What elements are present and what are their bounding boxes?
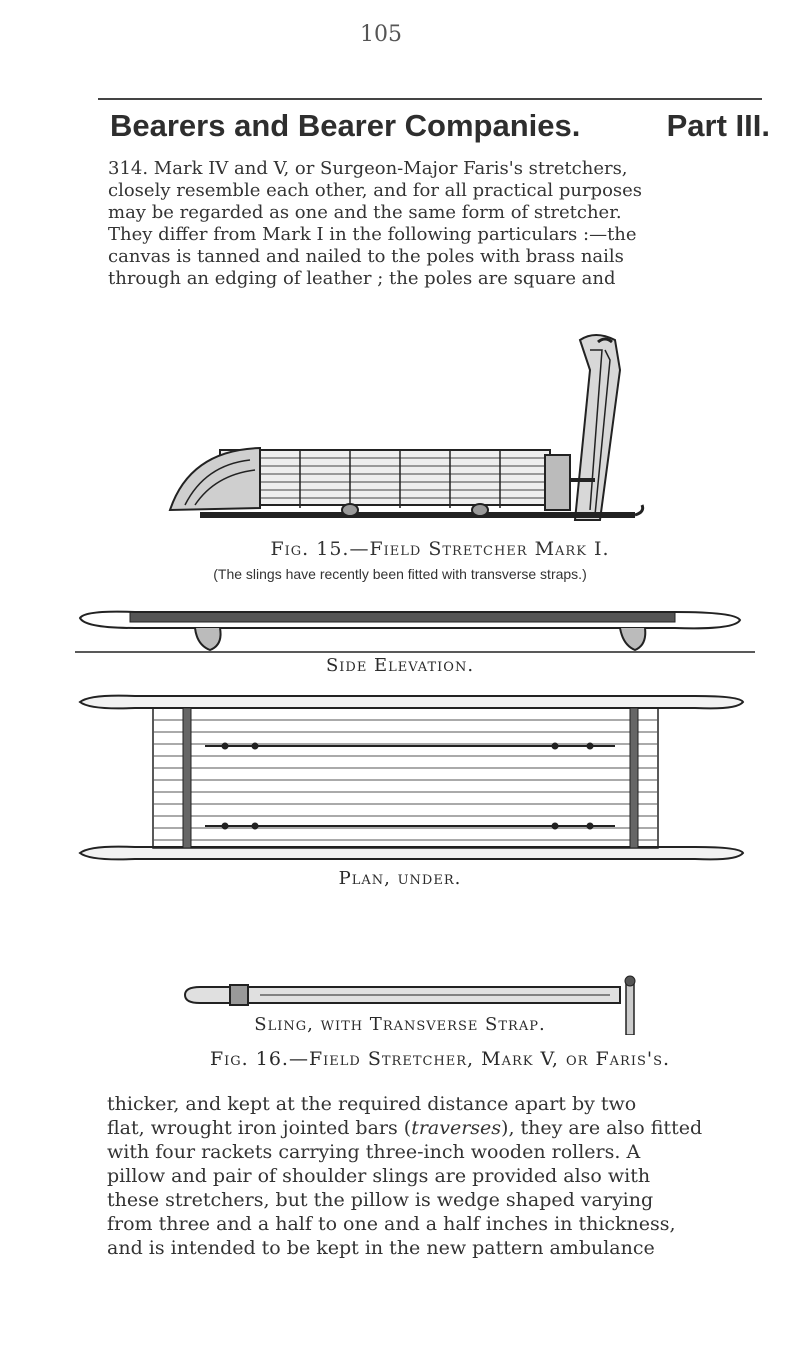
side-elevation-label: Side Elevation.	[325, 655, 475, 676]
text-line: closely resemble each other, and for all practical purposes	[108, 180, 643, 201]
text-line: from three and a half to one and a half inches in thickness,	[107, 1213, 676, 1235]
paragraph-continued	[107, 1092, 757, 1260]
text-line	[107, 1116, 757, 1140]
running-head-title: Bearers and Bearer Companies.	[110, 108, 581, 143]
text-line: through an edging of leather ; the poles are square and	[108, 268, 616, 289]
text-span: ), they are also fitted	[501, 1117, 703, 1139]
page-number: 105	[360, 22, 402, 47]
text-line: with four rackets carrying three-inch wooden rollers. A	[107, 1141, 641, 1163]
text-line: 314. Mark IV and V, or Surgeon-Major Faris's stretchers,	[108, 158, 628, 179]
text-line: thicker, and kept at the required distance apart by two	[107, 1093, 637, 1115]
fig15-stretcher-illustration	[150, 330, 650, 530]
figure-16-caption: Fig. 16.—Field Stretcher, Mark V, or Faris's.	[209, 1048, 671, 1070]
fig16-side-elevation	[75, 600, 755, 660]
text-line: may be regarded as one and the same form of stretcher.	[108, 202, 622, 223]
text-line: these stretchers, but the pillow is wedge shaped varying	[107, 1189, 654, 1211]
text-line: They differ from Mark I in the following particulars :—the	[108, 224, 637, 245]
figure-15-caption: Fig. 15.—Field Stretcher Mark I.	[270, 538, 610, 560]
sling-label: Sling, with Transverse Strap.	[254, 1014, 546, 1035]
text-span: flat, wrought iron jointed bars (	[107, 1117, 412, 1139]
running-head-part: Part III.	[666, 108, 770, 143]
figure-15-note: (The slings have recently been fitted with transverse straps.)	[213, 566, 587, 582]
plan-under-label: Plan, under.	[338, 868, 462, 889]
text-line: and is intended to be kept in the new pattern ambulance	[107, 1237, 655, 1259]
text-line: canvas is tanned and nailed to the poles with brass nails	[108, 246, 624, 267]
text-line: pillow and pair of shoulder slings are provided also with	[107, 1165, 651, 1187]
paragraph-314	[108, 158, 753, 290]
running-head	[110, 108, 770, 148]
header-rule	[98, 98, 762, 100]
traverses-term: traverses	[411, 1117, 502, 1139]
fig16-plan-under	[75, 690, 755, 865]
